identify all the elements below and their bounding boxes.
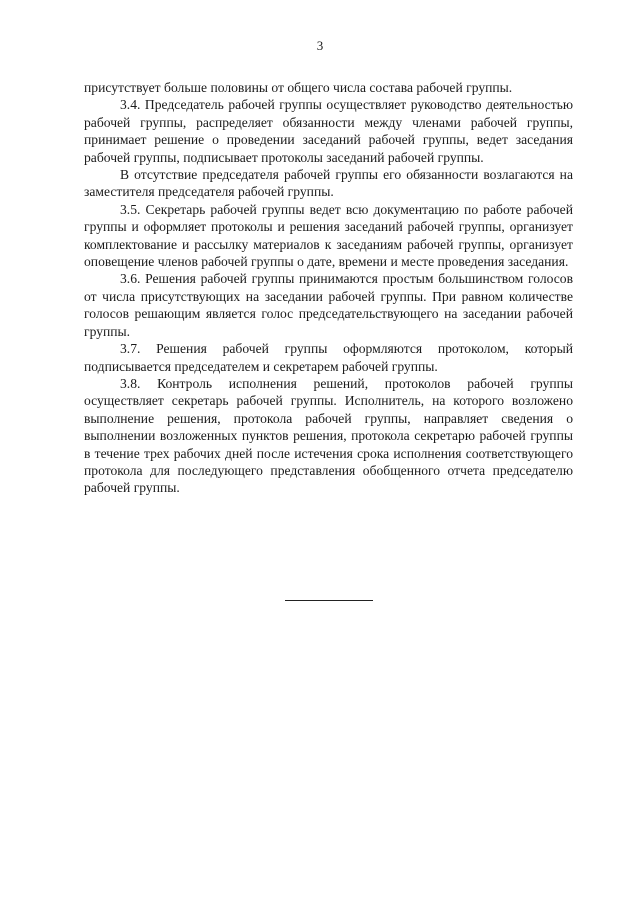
paragraph-continuation: присутствует больше половины от общего числа состава рабочей группы. [84,80,513,95]
paragraph-3-8: 3.8. Контроль исполнения решений, протоколов рабочей группы осуществляет секретарь рабочей группы. Исполнитель, на которого возложено выполнение решения, протокола рабочей группы, направляет сведения о выполнении возложенных пунктов решения, протокола секретарю рабочей группы в течение трех рабочих дней после истечения срока исполнения соответствующего протокола для последующего представления обобщенного отчета председателю рабочей группы. [84,375,573,496]
paragraph-3-7: 3.7. Решения рабочей группы оформляются протоколом, который подписывается председателем и секретарем рабочей группы. [84,341,573,374]
closing-separator-line [285,600,373,601]
paragraph-3-6: 3.6. Решения рабочей группы принимаются простым большинством голосов от числа присутствующих на заседании рабочей группы. При равном количестве голосов решающим является голос председательствующего на заседании рабочей группы. [84,271,573,339]
page-number: 3 [316,38,324,53]
document-body [84,79,573,497]
paragraph-3-4: 3.4. Председатель рабочей группы осуществляет руководство деятельностью рабочей группы, распределяет обязанности между членами рабочей группы, принимает решение о проведении заседаний рабочей группы, ведет заседания рабочей группы, подписывает протоколы заседаний рабочей группы. [84,97,573,165]
paragraph-3-4-deputy: В отсутствие председателя рабочей группы его обязанности возлагаются на заместителя председателя рабочей группы. [84,167,573,200]
paragraph-3-5: 3.5. Секретарь рабочей группы ведет всю документацию по работе рабочей группы и оформляет протоколы и решения заседаний рабочей группы, организует комплектование и рассылку материалов к заседаниям рабочей группы, организует оповещение членов рабочей группы о дате, времени и месте проведения заседания. [84,201,573,270]
